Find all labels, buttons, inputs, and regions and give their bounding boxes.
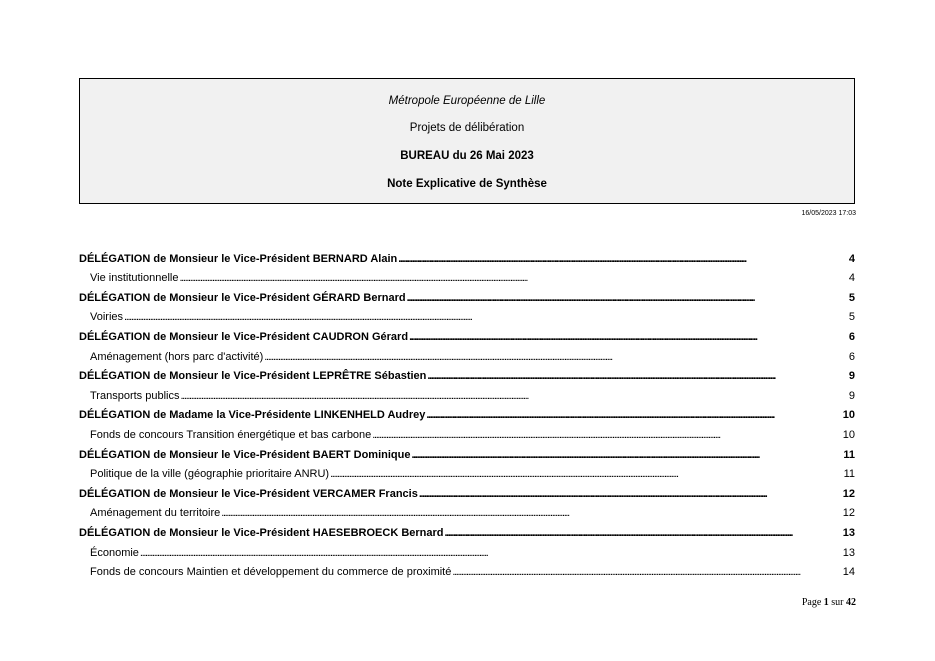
bureau-date: BUREAU du 26 Mai 2023 [400,150,534,162]
toc-dot-leader [330,467,843,481]
document-header [79,78,855,204]
toc-dot-leader [221,506,842,520]
note-title: Note Explicative de Synthèse [387,178,547,190]
toc-entry-label: Transports publics [90,389,180,402]
toc-entry-page: 6 [848,330,855,343]
toc-entry-page: 12 [842,507,855,520]
toc-entry-page: 5 [848,291,855,304]
document-subtitle: Projets de délibération [409,122,525,134]
toc-entry-page: 12 [842,487,855,500]
toc-delegation-entry[interactable] [79,285,855,305]
toc-dot-leader [264,350,848,364]
toc-entry-label: Voiries [90,311,124,324]
toc-sub-entry[interactable] [79,540,855,560]
toc-entry-page: 5 [848,311,855,324]
toc-entry-page: 4 [848,272,855,285]
page-footer [802,597,856,609]
toc-sub-entry[interactable] [79,305,855,325]
toc-entry-page: 13 [842,546,855,559]
toc-entry-page: 4 [848,252,855,265]
toc-entry-page: 10 [842,428,855,441]
toc-entry-label: Aménagement (hors parc d'activité) [90,350,264,363]
toc-entry-label: Aménagement du territoire [90,507,221,520]
toc-entry-label: DÉLÉGATION de Monsieur le Vice-Président VERCAMER Francis [79,487,418,500]
toc-delegation-entry[interactable] [79,364,855,384]
toc-delegation-entry[interactable] [79,324,855,344]
toc-entry-label: DÉLÉGATION de Monsieur le Vice-Président BAERT Dominique [79,448,411,461]
toc-entry-label: DÉLÉGATION de Monsieur le Vice-Président BERNARD Alain [79,252,398,265]
toc-dot-leader [427,369,847,383]
toc-dot-leader [419,487,842,501]
toc-dot-leader [124,310,848,324]
toc-dot-leader [452,565,841,579]
toc-delegation-entry[interactable] [79,520,855,540]
toc-entry-label: Fonds de concours Transition énergétique et bas carbone [90,428,372,441]
toc-entry-label: DÉLÉGATION de Monsieur le Vice-Président HAESEBROECK Bernard [79,526,444,539]
toc-dot-leader [407,291,848,305]
toc-dot-leader [372,428,841,442]
page-prefix: Page [801,597,822,608]
table-of-contents [79,246,855,579]
toc-delegation-entry[interactable] [79,246,855,266]
toc-entry-page: 10 [842,409,855,422]
toc-sub-entry[interactable] [79,422,855,442]
toc-sub-entry[interactable] [79,560,855,580]
toc-delegation-entry[interactable] [79,481,855,501]
toc-entry-label: Politique de la ville (géographie prioritaire ANRU) [90,468,330,481]
toc-entry-label: Fonds de concours Maintien et développement du commerce de proximité [90,566,452,579]
toc-sub-entry[interactable] [79,501,855,521]
toc-dot-leader [179,271,847,285]
toc-entry-page: 6 [848,350,855,363]
toc-delegation-entry[interactable] [79,442,855,462]
toc-entry-label: DÉLÉGATION de Madame la Vice-Présidente LINKENHELD Audrey [79,409,426,422]
toc-entry-label: Économie [90,546,139,559]
toc-entry-page: 14 [842,566,855,579]
toc-entry-page: 13 [842,526,855,539]
toc-dot-leader [411,448,842,462]
toc-entry-page: 9 [848,389,855,402]
toc-entry-page: 11 [843,468,855,481]
toc-sub-entry[interactable] [79,462,855,482]
current-page: 1 [823,597,829,608]
toc-sub-entry[interactable] [79,266,855,286]
toc-entry-label: DÉLÉGATION de Monsieur le Vice-Président LEPRÊTRE Sébastien [79,370,427,383]
toc-entry-label: Vie institutionnelle [90,272,179,285]
toc-dot-leader [445,526,842,540]
organisation-name: Métropole Européenne de Lille [388,95,546,107]
toc-dot-leader [426,408,841,422]
toc-dot-leader [409,330,848,344]
toc-entry-label: DÉLÉGATION de Monsieur le Vice-Président GÉRARD Bernard [79,291,406,304]
toc-dot-leader [398,252,848,266]
toc-dot-leader [180,389,847,403]
toc-sub-entry[interactable] [79,383,855,403]
toc-entry-page: 11 [843,448,855,461]
toc-delegation-entry[interactable] [79,403,855,423]
toc-sub-entry[interactable] [79,344,855,364]
timestamp: 16/05/2023 17:03 [801,210,856,217]
toc-dot-leader [140,546,842,560]
total-pages: 42 [846,597,856,608]
toc-entry-page: 9 [848,370,855,383]
toc-entry-label: DÉLÉGATION de Monsieur le Vice-Président CAUDRON Gérard [79,330,409,343]
page-separator: sur [831,597,844,608]
